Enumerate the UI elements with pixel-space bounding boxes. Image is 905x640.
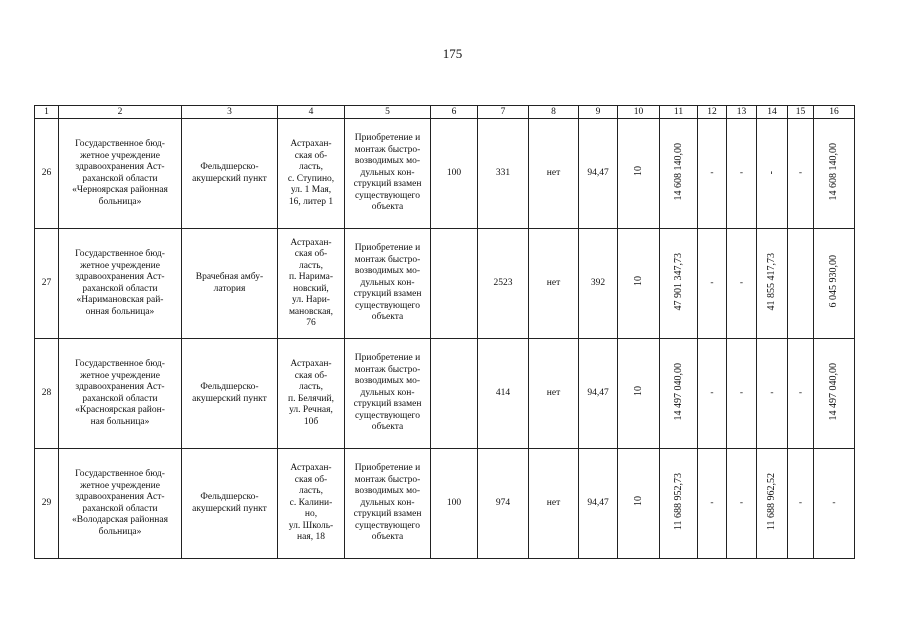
cell-num: 29: [35, 449, 59, 559]
cell-address: Астрахан- ская об- ласть, п. Белячий, ул. Речная, 10б: [278, 339, 345, 449]
cell-institution: Государственное бюд- жетное учреждение здравоохранения Аст- раханской области «Черноярская районная больница»: [59, 119, 182, 229]
cell-num: 28: [35, 339, 59, 449]
column-header-15: 15: [788, 106, 814, 119]
cell-c15: [788, 229, 814, 339]
column-header-14: 14: [757, 106, 788, 119]
cell-c11: [660, 339, 698, 449]
column-header-6: 6: [431, 106, 478, 119]
cell-c6: 100: [431, 449, 478, 559]
column-header-11: 11: [660, 106, 698, 119]
cell-work: Приобретение и монтаж быстро- возводимых мо- дульных кон- струкций взамен существующего объекта: [345, 229, 431, 339]
cell-c13: -: [727, 229, 757, 339]
cell-c12: -: [698, 339, 727, 449]
cell-facility: Фельдшерско- акушерский пункт: [182, 119, 278, 229]
cell-work: Приобретение и монтаж быстро- возводимых мо- дульных кон- струкций взамен существующего объекта: [345, 339, 431, 449]
column-header-3: 3: [182, 106, 278, 119]
cell-institution: Государственное бюд- жетное учреждение здравоохранения Аст- раханской области «Наримановская рай- онная больница»: [59, 229, 182, 339]
cell-c14: [757, 119, 788, 229]
cell-c13: -: [727, 449, 757, 559]
column-header-2: 2: [59, 106, 182, 119]
cell-c7: 2523: [478, 229, 529, 339]
cell-c12: -: [698, 449, 727, 559]
cell-c15: -: [788, 119, 814, 229]
cell-num: 27: [35, 229, 59, 339]
table-body: [35, 119, 855, 559]
cell-c13: -: [727, 339, 757, 449]
column-header-16: 16: [814, 106, 855, 119]
vertical-value: 10: [632, 496, 644, 507]
vertical-value: 10: [632, 386, 644, 397]
cell-c16: [814, 229, 855, 339]
column-header-13: 13: [727, 106, 757, 119]
cell-address: Астрахан- ская об- ласть, с. Калини- но, ул. Школь- ная, 18: [278, 449, 345, 559]
cell-c15: -: [788, 339, 814, 449]
vertical-value: -: [766, 171, 778, 175]
cell-c16: [814, 339, 855, 449]
cell-c8: нет: [529, 119, 579, 229]
column-header-1: 1: [35, 106, 59, 119]
vertical-value: 11 688 952,73: [672, 472, 684, 530]
cell-c8: нет: [529, 339, 579, 449]
cell-c9: 94,47: [579, 339, 618, 449]
cell-c10: [618, 229, 660, 339]
cell-c6: 100: [431, 119, 478, 229]
cell-address: Астрахан- ская об- ласть, п. Нарима- новский, ул. Нари- мановская, 76: [278, 229, 345, 339]
cell-facility: Врачебная амбу- латория: [182, 229, 278, 339]
vertical-value: 10: [632, 166, 644, 177]
table-row: [35, 339, 855, 449]
header-row: [35, 106, 855, 119]
cell-c10: [618, 449, 660, 559]
cell-c16: [814, 119, 855, 229]
cell-c10: [618, 339, 660, 449]
cell-c14: [757, 229, 788, 339]
vertical-value: 14 608 140,00: [672, 142, 684, 200]
column-header-7: 7: [478, 106, 529, 119]
cell-institution: Государственное бюд- жетное учреждение здравоохранения Аст- раханской области «Красноярская район- ная больница»: [59, 339, 182, 449]
column-header-10: 10: [618, 106, 660, 119]
table-row: [35, 449, 855, 559]
cell-c11: [660, 119, 698, 229]
table-row: [35, 119, 855, 229]
vertical-value: 10: [632, 276, 644, 287]
cell-c12: -: [698, 229, 727, 339]
column-header-8: 8: [529, 106, 579, 119]
cell-c11: [660, 449, 698, 559]
cell-facility: Фельдшерско- акушерский пункт: [182, 339, 278, 449]
cell-address: Астрахан- ская об- ласть, с. Ступино, ул. 1 Мая, 16, литер 1: [278, 119, 345, 229]
vertical-value: 47 901 347,73: [672, 252, 684, 310]
cell-c8: нет: [529, 449, 579, 559]
cell-c12: -: [698, 119, 727, 229]
cell-facility: Фельдшерско- акушерский пункт: [182, 449, 278, 559]
column-header-9: 9: [579, 106, 618, 119]
cell-c9: 392: [579, 229, 618, 339]
cell-institution: Государственное бюд- жетное учреждение здравоохранения Аст- раханской области «Володарская районная больница»: [59, 449, 182, 559]
data-table: [34, 105, 855, 559]
vertical-value: 6 045 930,00: [828, 255, 840, 308]
cell-c15: -: [788, 449, 814, 559]
cell-c13: -: [727, 119, 757, 229]
column-header-4: 4: [278, 106, 345, 119]
cell-c9: 94,47: [579, 119, 618, 229]
vertical-value: 14 608 140,00: [828, 142, 840, 200]
cell-c7: 414: [478, 339, 529, 449]
page-number: 175: [442, 46, 463, 61]
cell-c6: [431, 339, 478, 449]
cell-c7: 331: [478, 119, 529, 229]
cell-c10: [618, 119, 660, 229]
vertical-value: 41 855 417,73: [766, 252, 778, 310]
table-row: [35, 229, 855, 339]
vertical-value: 14 497 040,00: [828, 362, 840, 420]
cell-c16: -: [814, 449, 855, 559]
cell-c9: 94,47: [579, 449, 618, 559]
vertical-value: 14 497 040,00: [672, 362, 684, 420]
column-header-12: 12: [698, 106, 727, 119]
cell-num: 26: [35, 119, 59, 229]
cell-c11: [660, 229, 698, 339]
cell-c8: нет: [529, 229, 579, 339]
vertical-value: 11 688 962,52: [766, 472, 778, 530]
cell-work: Приобретение и монтаж быстро- возводимых мо- дульных кон- струкций взамен существующего объекта: [345, 449, 431, 559]
cell-c14: -: [757, 339, 788, 449]
cell-work: Приобретение и монтаж быстро- возводимых мо- дульных кон- струкций взамен существующего объекта: [345, 119, 431, 229]
cell-c14: [757, 449, 788, 559]
column-header-5: 5: [345, 106, 431, 119]
cell-c6: [431, 229, 478, 339]
cell-c7: 974: [478, 449, 529, 559]
